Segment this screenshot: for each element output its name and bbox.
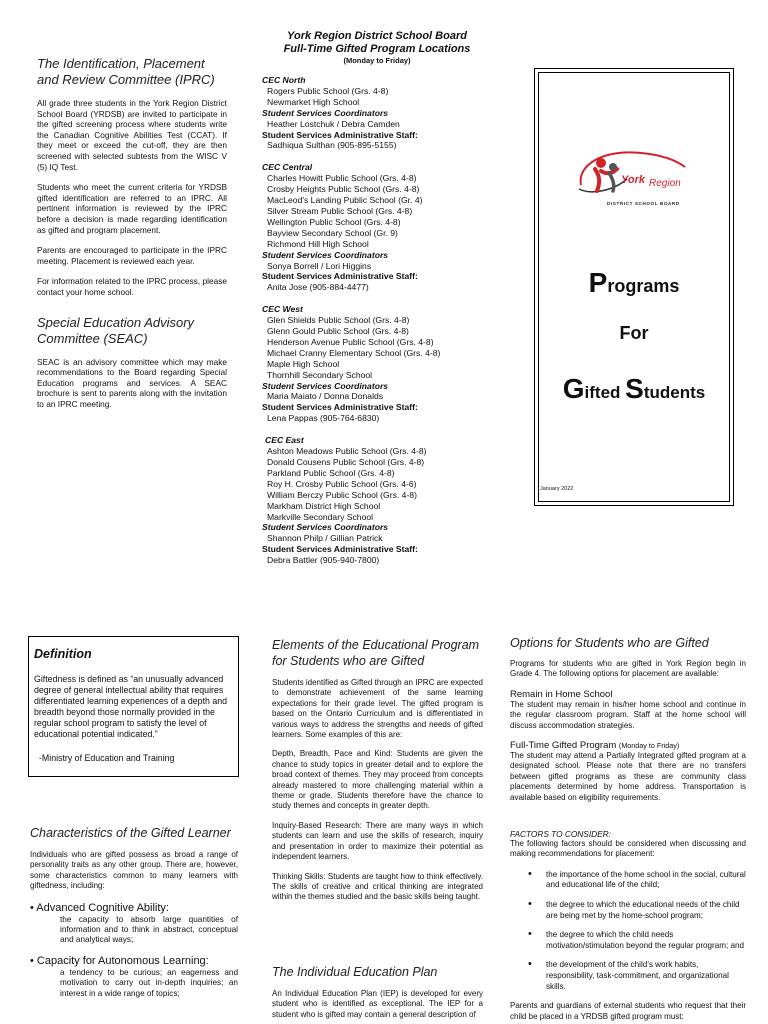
definition-box [28,636,239,777]
seac-heading-line1: Special Education Advisory [37,314,195,330]
factor-item: • the importance of the home school in the social, cultural and educational life of the child; [510,870,746,891]
yrdsb-logo [573,145,693,215]
school-name: Glenn Gould Public School (Grs. 4-8) [267,326,409,337]
school-name: William Berczy Public School (Grs. 4-8) [267,489,417,500]
school-name: MacLeod's Landing Public School (Gr. 4) [267,195,423,206]
admin-label: Student Services Administrative Staff: [262,544,418,555]
cec-west [262,304,492,424]
cover-date: January 2022 [540,486,574,492]
factors-intro: The following factors should be considered when discussing and making recommendations for placement: [510,839,746,859]
iep-text: An Individual Education Plan (IEP) is developed for every student who is identified as exceptional. The IEP for a student who is gifted may contain a general description of [272,989,483,1019]
school-name: Wellington Public School (Grs. 4-8) [267,216,401,227]
cec-north [262,75,492,151]
admin-label: Student Services Administrative Staff: [262,402,418,413]
school-name: Parkland Public School (Grs. 4-8) [267,467,395,478]
coordinators-names: Heather Lostchuk / Debra Camden [267,118,400,129]
characteristics-section [30,825,238,999]
factors-heading: FACTORS TO CONSIDER: [510,829,611,840]
cover-panel [534,68,734,506]
factor-item: • the degree to which the educational needs of the child are being met by the home-school program; [510,900,746,921]
admin-contact: Sadhiqua Sulthan (905-895-5155) [267,140,397,151]
school-name: Crosby Heights Public School (Grs. 4-8) [267,184,420,195]
cec-name: CEC East [265,435,304,446]
school-name: Markville Secondary School [267,511,374,522]
logo-text-region: Region [649,178,681,189]
elements-paragraph: Inquiry-Based Research: There are many ways in which students can learn and use the skills of research, inquiry and presentation in order to maximize their potential as independent learners. [272,820,483,862]
school-name: Michael Cranny Elementary School (Grs. 4-8) [267,347,441,358]
school-name: Richmond Hill High School [267,238,369,249]
definition-source: -Ministry of Education and Training [39,753,175,763]
definition-heading: Definition [34,647,92,661]
admin-contact: Debra Battler (905-940-7800) [267,555,380,566]
locations-section [262,30,492,566]
cover-title-programs [535,267,733,299]
coordinators-names: Maria Maiato / Donna Donalds [267,391,384,402]
factor-item: • the development of the child’s work habits, responsibility, task-commitment, and organizational skills. [510,960,746,992]
elements-paragraph: Depth, Breadth, Pace and Kind: Students are given the chance to study topics in greater detail and to explore the broad context of themes. They may proceed from concepts already mastered to more challenging material within a theme or grade. Students therefore have the chance to study themes and concepts in greater depth. [272,749,483,811]
cec-name: CEC Central [262,162,313,173]
coordinators-label: Student Services Coordinators [262,249,389,260]
coordinators-label: Student Services Coordinators [262,380,389,391]
iprc-paragraph: Students who meet the current criteria for YRDSB gifted identification are referred to an IPRC. All pertinent information is reviewed by the IPRC before a decision is made regarding identification as gifted and program placement. [37,182,227,235]
school-name: Newmarket High School [267,96,360,107]
seac-paragraph: SEAC is an advisory committee which may make recommendations to the Board regarding Special Education programs and services. A SEAC brochure is sent to parents along with the invitation to an IPRC meeting. [37,356,227,409]
title-rest-students: tudents [643,383,706,402]
school-name: Glen Shields Public School (Grs. 4-8) [267,315,410,326]
iep-section [272,964,483,1020]
locations-title [262,30,492,56]
admin-label: Student Services Administrative Staff: [262,129,418,140]
factors-list [510,870,746,992]
iprc-heading-line1: The Identification, Placement [37,56,205,71]
cec-east [262,435,492,566]
iprc-section [37,56,227,409]
school-name: Maple High School [267,358,340,369]
remain-title: Remain in Home School [510,688,613,700]
school-name: Charles Howitt Public School (Grs. 4-8) [267,173,417,184]
characteristics-intro: Individuals who are gifted possess as broad a range of personality traits as any other group. There are, however, some characteristics common to many learners with giftedness, including: [30,850,238,891]
characteristic-desc: a tendency to be curious; an eagerness and motivation to carry out in-depth inquiries; an interest in a wide range of topics; [60,968,238,998]
fulltime-title-row [510,740,746,751]
school-name: Donald Cousens Public School (Grs. 4-8) [267,457,425,467]
school-name: Silver Stream Public School (Grs. 4-8) [267,205,413,216]
locations-title-line2: Full-Time Gifted Program Locations [283,43,471,55]
logo-text-york: York [621,174,646,186]
fulltime-title: Full-Time Gifted Program [510,740,617,752]
characteristic-item [30,902,238,946]
elements-paragraph: Thinking Skills: Students are taught how to think effectively. The skills of creative and critical thinking are integrated within the themes studied and the basic skills being taught. [272,871,483,902]
options-closing: Parents and guardians of external students who request that their child be placed in a YRDSB gifted program must: [510,1001,746,1021]
options-intro: Programs for students who are gifted in York Region begin in Grade 4. The following options for placement are available: [510,659,746,679]
elements-section [272,637,483,903]
elements-heading-line1: Elements of the Educational Program [272,638,480,652]
options-section [510,635,746,1022]
characteristics-heading: Characteristics of the Gifted Learner [30,826,231,840]
elements-paragraph: Students identified as Gifted through an IPRC are expected to demonstrate achievement of the same learning expectations for their grade level. The gifted program is based on the Ontario Curriculum and is differentiated in various ways to address the strengths and needs of gifted learners. Some examples of this are: [272,678,483,740]
coordinators-label: Student Services Coordinators [262,107,389,118]
definition-text: Giftedness is defined as “an unusually advanced degree of general intellectual ability that requires differentiated learning experiences of a depth and breadth beyond those normally provided in the regular school program to satisfy the level of educational potential indicated.” [34,674,228,739]
title-cap-s: S [625,373,644,404]
school-name: Henderson Avenue Public School (Grs. 4-8) [267,336,434,347]
admin-contact: Anita Jose (905-884-4477) [267,282,369,293]
school-name: Roy H. Crosby Public School (Grs. 4-6) [267,478,417,489]
coordinators-names: Shannon Philp / Gillian Patrick [267,533,383,544]
title-cap-p: P [588,267,608,298]
title-cap-g: G [562,373,585,404]
cec-name: CEC West [262,304,303,315]
school-name: Markham District High School [267,500,381,511]
iprc-paragraph: All grade three students in the York Region District School Board (YRDSB) are invited to participate in the gifted screening process where students write the Canadian Cognitive Abilities Test (CCAT). If they meet or exceed the cut-off, they are then screened with selected subtests from the WISC V (5) IQ Test. [37,98,227,172]
remain-text: The student may remain in his/her home school and continue in the regular classroom program. Staff at the home school will discuss accommodation strategies. [510,699,746,730]
characteristic-title: • Capacity for Autonomous Learning: [30,955,209,968]
seac-heading-line2: Committee (SEAC) [37,330,148,346]
elements-heading [272,637,483,669]
characteristic-title: • Advanced Cognitive Ability: [30,901,169,914]
cec-name: CEC North [262,75,306,85]
school-name: Ashton Meadows Public School (Grs. 4-8) [267,446,427,457]
iprc-heading [37,56,227,88]
school-name: Rogers Public School (Grs. 4-8) [267,85,389,96]
admin-contact: Lena Pappas (905-764-6830) [267,413,380,424]
elements-heading-line2: for Students who are Gifted [272,654,425,668]
iprc-heading-line2: and Review Committee (IPRC) [37,72,215,87]
seac-heading [37,315,227,347]
school-name: Bayview Secondary School (Gr. 9) [267,227,398,238]
locations-subtitle: (Monday to Friday) [343,56,411,65]
coordinators-label: Student Services Coordinators [262,522,389,533]
cover-title-for: For [619,323,649,343]
fulltime-note: (Monday to Friday) [618,741,680,751]
factor-item: • the degree to which the child needs motivation/stimulation beyond the regular program; and [510,930,746,951]
title-rest-gifted: ifted [584,383,626,402]
iprc-paragraph: For information related to the IPRC process, please contact your home school. [37,276,227,297]
admin-label: Student Services Administrative Staff: [262,271,418,282]
cec-central [262,162,492,293]
title-rest-programs: rograms [607,276,680,296]
coordinators-names: Sonya Borrell / Lori Higgins [267,260,372,271]
cover-title-gifted-students [535,373,733,405]
characteristic-item [30,955,238,999]
locations-title-line1: York Region District School Board [287,30,467,42]
characteristic-desc: the capacity to absorb large quantities of information and to think in abstract, conceptual and analytical ways; [60,914,238,945]
options-heading: Options for Students who are Gifted [510,636,709,650]
iep-heading: The Individual Education Plan [272,965,438,979]
school-name: Thornhill Secondary School [267,369,373,380]
fulltime-text: The student may attend a Partially Integrated gifted program at a designated school. Please note that there are no transfers between gifted programs as these are community class placements determined by home address. Transportation is available based on eligibility requirements. [510,751,746,802]
logo-subtext: DISTRICT SCHOOL BOARD [607,201,680,206]
iprc-paragraph: Parents are encouraged to participate in the IPRC meeting. Placement is reviewed each year. [37,245,227,266]
